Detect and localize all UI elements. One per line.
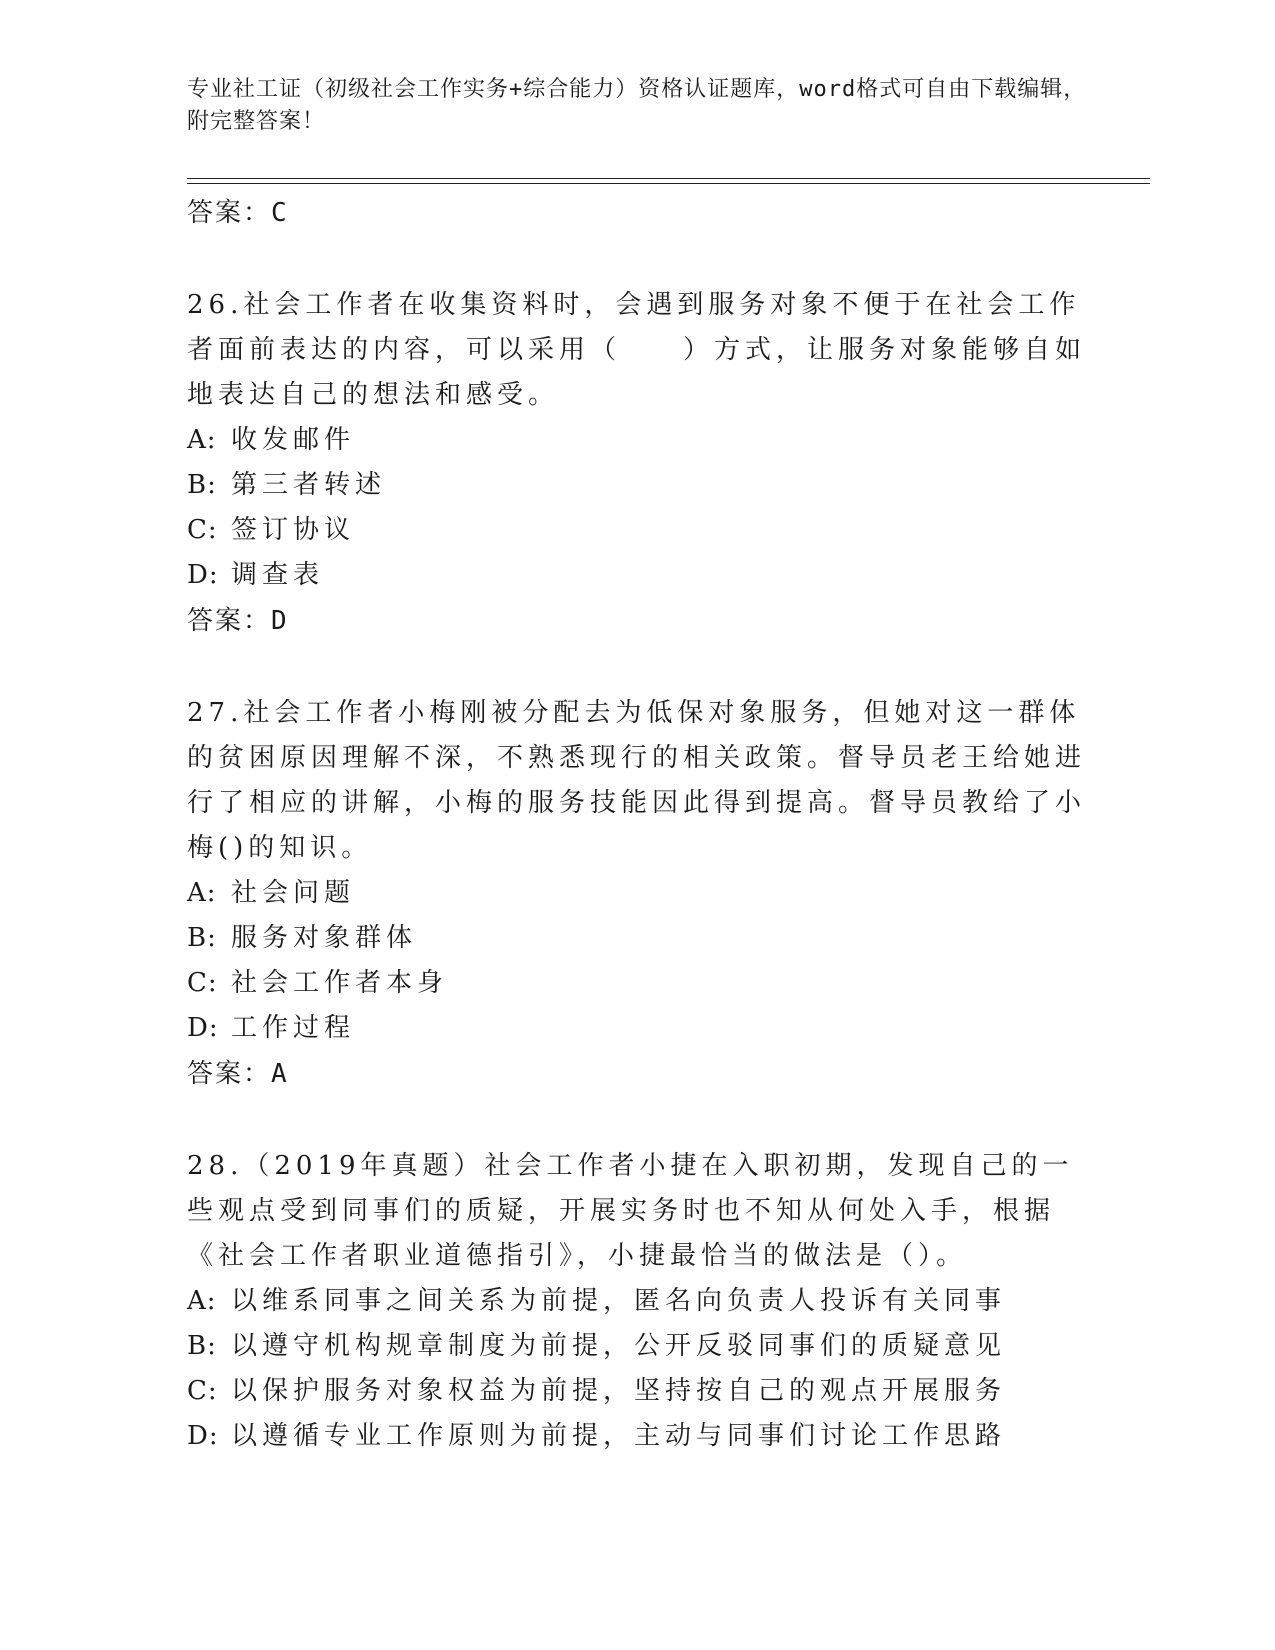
option-b [187, 463, 1087, 508]
option-a [187, 871, 1087, 916]
option-d [187, 1006, 1087, 1051]
option-key: C: [187, 515, 218, 545]
answer-line [187, 190, 1087, 236]
option-c [187, 1369, 1087, 1414]
option-text: 工作过程 [231, 1013, 356, 1043]
option-text: 以保护服务对象权益为前提，坚持按自己的观点开展服务 [231, 1376, 1007, 1406]
option-text: 第三者转述 [231, 470, 387, 500]
option-key: D: [187, 1421, 219, 1451]
answer-line [187, 598, 1087, 644]
answer-label: 答案： [187, 606, 272, 636]
option-a [187, 1279, 1087, 1324]
option-key: C: [187, 968, 218, 998]
answer-value: C [271, 198, 289, 228]
option-key: D: [187, 1013, 219, 1043]
option-key: A: [187, 425, 217, 455]
page-header: 专业社工证（初级社会工作实务+综合能力）资格认证题库，word格式可自由下载编辑，附完整答案！ [187, 77, 1087, 134]
option-key: B: [187, 1331, 217, 1361]
document-body [187, 190, 1087, 1459]
option-text: 以遵守机构规章制度为前提，公开反驳同事们的质疑意见 [231, 1331, 1007, 1361]
question-26 [187, 283, 1087, 644]
answer-line [187, 1051, 1087, 1097]
option-key: A: [187, 878, 217, 908]
option-key: A: [187, 1286, 217, 1316]
answer-label: 答案： [187, 1059, 272, 1089]
option-text: 服务对象群体 [231, 923, 418, 953]
answer-value: A [271, 1059, 289, 1089]
option-a [187, 418, 1087, 463]
question-27 [187, 691, 1087, 1097]
option-key: C: [187, 1376, 218, 1406]
option-text: 社会工作者本身 [231, 968, 449, 998]
option-d [187, 1414, 1087, 1459]
option-b [187, 916, 1087, 961]
option-b [187, 1324, 1087, 1369]
question-text: 27.社会工作者小梅刚被分配去为低保对象服务，但她对这一群体的贫困原因理解不深，不熟悉现行的相关政策。督导员老王给她进行了相应的讲解，小梅的服务技能因此得到提高。督导员教给了小梅()的知识。 [187, 698, 1087, 863]
answer-label: 答案： [187, 198, 272, 228]
answer-value: D [271, 606, 289, 636]
option-key: D: [187, 560, 219, 590]
option-c [187, 961, 1087, 1006]
option-text: 以遵循专业工作原则为前提，主动与同事们讨论工作思路 [231, 1421, 1007, 1451]
option-key: B: [187, 470, 217, 500]
header-divider-bottom [187, 183, 1150, 184]
question-text: 26.社会工作者在收集资料时，会遇到服务对象不便于在社会工作者面前表达的内容，可以采用（ ）方式，让服务对象能够自如地表达自己的想法和感受。 [187, 290, 1087, 410]
option-key: B: [187, 923, 217, 953]
option-text: 签订协议 [231, 515, 356, 545]
question-28 [187, 1144, 1087, 1459]
option-text: 以维系同事之间关系为前提，匿名向负责人投诉有关同事 [231, 1286, 1007, 1316]
option-text: 收发邮件 [231, 425, 356, 455]
option-d [187, 553, 1087, 598]
option-text: 社会问题 [231, 878, 356, 908]
option-text: 调查表 [231, 560, 325, 590]
header-divider-top [187, 178, 1150, 179]
question-text: 28.（2019年真题）社会工作者小捷在入职初期，发现自己的一些观点受到同事们的质疑，开展实务时也不知从何处入手，根据《社会工作者职业道德指引》，小捷最恰当的做法是（）。 [187, 1151, 1074, 1271]
option-c [187, 508, 1087, 553]
